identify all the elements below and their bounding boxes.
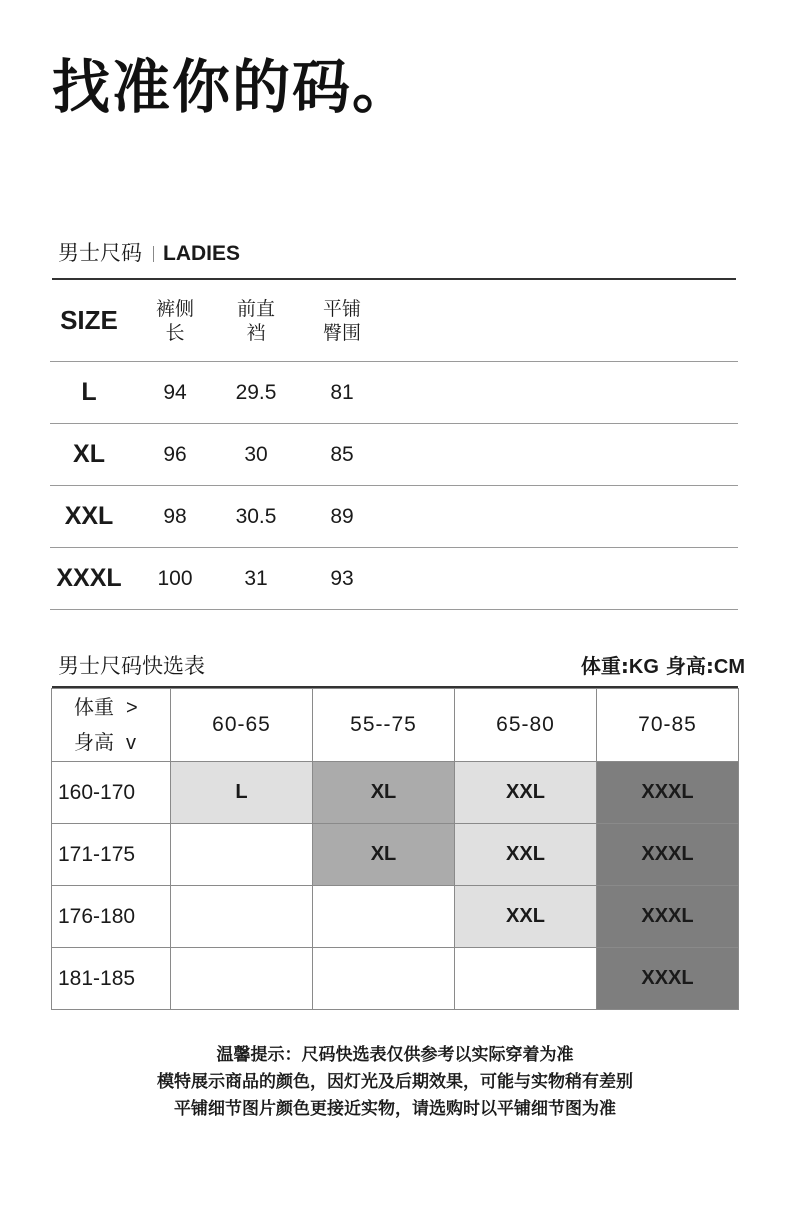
quick-row — [52, 948, 739, 1010]
size-cell — [313, 948, 455, 1010]
weight-range-header: 60-65 — [171, 689, 313, 762]
height-range-label: 181-185 — [52, 948, 171, 1010]
weight-range-header: 55--75 — [313, 689, 455, 762]
unit-weight-label: 体重: — [580, 654, 629, 678]
hip-value: 85 — [330, 442, 354, 466]
size-cell — [455, 948, 597, 1010]
outseam-value: 94 — [163, 380, 187, 404]
size-label: XL — [73, 440, 105, 468]
size-cell: XXXL — [597, 762, 739, 824]
hip-value: 89 — [330, 504, 354, 528]
hip-value: 93 — [330, 566, 354, 590]
quick-row — [52, 762, 739, 824]
outseam-value: 100 — [157, 566, 193, 590]
unit-height: CM — [713, 656, 745, 678]
quick-select-table — [51, 688, 739, 1010]
front-rise-value: 30 — [244, 442, 268, 466]
size-cell: XXL — [455, 886, 597, 948]
size-cell: XL — [313, 762, 455, 824]
unit-height-label: 身高: — [658, 654, 714, 678]
size-cell: XXL — [455, 824, 597, 886]
size-cell — [171, 948, 313, 1010]
front-rise-value: 31 — [244, 566, 268, 590]
front-rise-value: 29.5 — [235, 380, 277, 404]
size-label: XXL — [64, 502, 114, 530]
size-section-label-en: LADIES — [163, 242, 241, 265]
label-divider — [153, 246, 154, 262]
note-line: 模特展示商品的颜色，因灯光及后期效果，可能与实物稍有差别 — [157, 1072, 633, 1092]
height-range-label: 160-170 — [52, 762, 171, 824]
corner-cell — [52, 689, 171, 762]
size-cell: XXXL — [597, 948, 739, 1010]
size-row-xxxl — [50, 548, 738, 610]
size-row-l — [50, 362, 738, 424]
weight-range-header: 65-80 — [455, 689, 597, 762]
weight-range-header: 70-85 — [597, 689, 739, 762]
size-section-label-cn: 男士尺码 — [58, 241, 142, 265]
size-cell: L — [171, 762, 313, 824]
unit-weight: KG — [628, 656, 659, 678]
height-axis-label: 身高 — [74, 730, 114, 754]
note-line: 温馨提示：尺码快选表仅供参考以实际穿着为准 — [216, 1045, 574, 1065]
size-label: L — [81, 378, 97, 406]
size-section-label — [58, 238, 240, 269]
height-range-label: 171-175 — [52, 824, 171, 886]
size-row-xl — [50, 424, 738, 486]
page-title: 找准你的码。 — [52, 53, 413, 121]
height-range-label: 176-180 — [52, 886, 171, 948]
outseam-value: 96 — [163, 442, 187, 466]
outseam-value: 98 — [163, 504, 187, 528]
size-label: XXXL — [56, 564, 122, 592]
weight-axis-label: 体重 — [74, 695, 114, 719]
height-arrow: v — [126, 732, 136, 754]
size-cell — [171, 824, 313, 886]
outseam-header: 裤侧 长 — [155, 297, 194, 344]
size-cell: XXL — [455, 762, 597, 824]
front-rise-header: 前直 裆 — [236, 297, 275, 344]
quick-table-header — [52, 689, 739, 762]
size-cell: XXXL — [597, 824, 739, 886]
size-cell — [171, 886, 313, 948]
notes — [0, 1042, 790, 1123]
size-cell: XL — [313, 824, 455, 886]
front-rise-value: 30.5 — [235, 504, 277, 528]
quick-row — [52, 824, 739, 886]
size-header: SIZE — [60, 305, 118, 335]
size-table-header — [50, 280, 738, 362]
weight-arrow: > — [126, 697, 138, 719]
quick-table-title: 男士尺码快选表 — [58, 654, 205, 678]
size-cell: XXXL — [597, 886, 739, 948]
note-line: 平铺细节图片颜色更接近实物，请选购时以平铺细节图为准 — [174, 1099, 616, 1119]
hip-header: 平铺 臀围 — [322, 297, 361, 344]
unit-note — [581, 652, 745, 681]
size-table — [50, 280, 738, 610]
size-row-xxl — [50, 486, 738, 548]
quick-row — [52, 886, 739, 948]
size-cell — [313, 886, 455, 948]
hip-value: 81 — [330, 380, 354, 404]
